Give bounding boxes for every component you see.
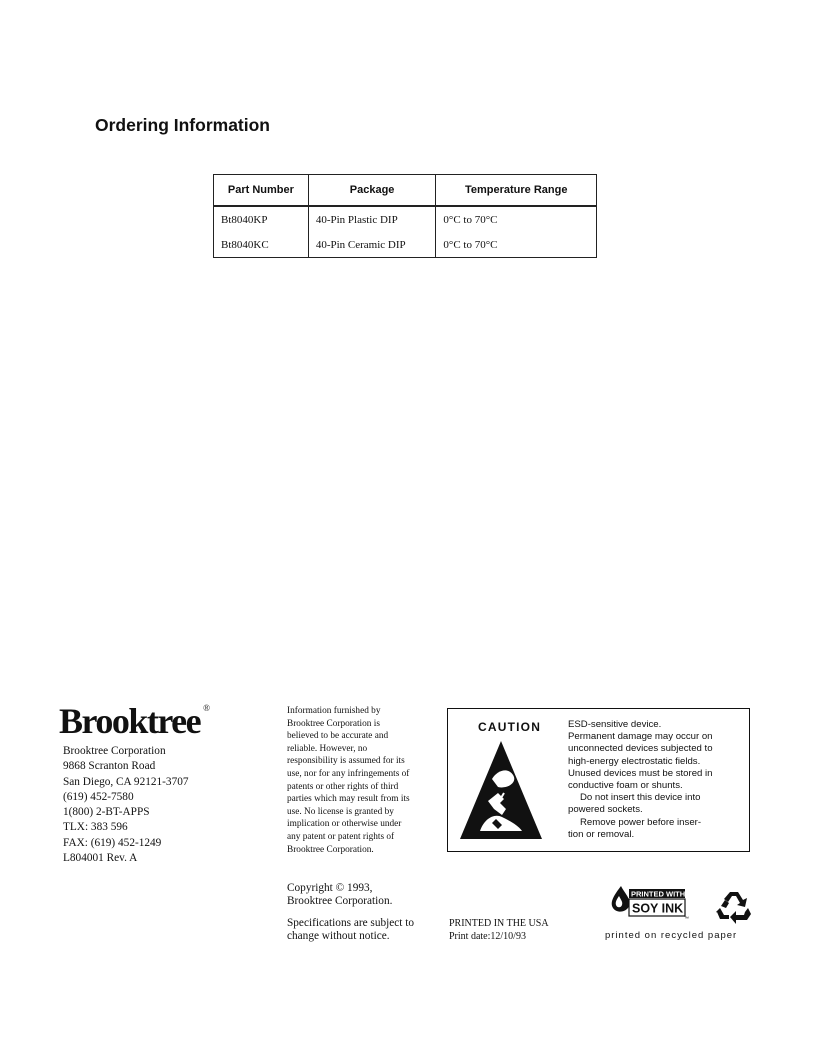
caution-line: conductive foam or shunts. bbox=[568, 780, 683, 792]
copyright-line: Copyright © 1993, bbox=[287, 882, 373, 894]
column-header: Package bbox=[308, 175, 436, 207]
soy-tm: ™ bbox=[684, 916, 689, 922]
table-cell: 40-Pin Ceramic DIP bbox=[308, 232, 436, 258]
specs-line: Specifications are subject to bbox=[287, 917, 415, 929]
company-address bbox=[63, 744, 189, 866]
table-row bbox=[214, 232, 597, 258]
address-line: 9868 Scranton Road bbox=[63, 760, 156, 773]
address-line: Brooktree Corporation bbox=[63, 745, 166, 757]
specifications-notice bbox=[287, 917, 414, 943]
caution-line: Permanent damage may occur on bbox=[568, 731, 713, 743]
disclaimer-line: reliable. However, no bbox=[287, 743, 368, 754]
esd-caution-box bbox=[447, 708, 750, 852]
soy-top-text: PRINTED WITH bbox=[631, 889, 686, 899]
address-line: TLX: 383 596 bbox=[63, 821, 128, 834]
disclaimer-line: use, nor for any infringements of bbox=[287, 768, 410, 779]
registered-mark: ® bbox=[203, 703, 210, 713]
table-row bbox=[214, 206, 597, 232]
copyright-notice bbox=[287, 882, 392, 908]
table-header-row bbox=[214, 175, 597, 207]
disclaimer-line: Information furnished by bbox=[287, 706, 381, 716]
print-info bbox=[449, 917, 549, 943]
address-line: FAX: (619) 452-1249 bbox=[63, 836, 162, 849]
caution-line: Unused devices must be stored in bbox=[568, 767, 713, 779]
address-line: 1(800) 2-BT-APPS bbox=[63, 806, 150, 819]
disclaimer-line: patents or other rights of third bbox=[287, 781, 399, 792]
logo-wordmark: Brooktree bbox=[59, 701, 201, 741]
caution-line: tion or removal. bbox=[568, 828, 635, 840]
disclaimer-line: implication or otherwise under bbox=[287, 819, 402, 830]
disclaimer-line: believed to be accurate and bbox=[287, 731, 389, 742]
print-date: Print date:12/10/93 bbox=[449, 931, 526, 942]
table-cell: 0°C to 70°C bbox=[436, 232, 597, 258]
legal-disclaimer bbox=[287, 705, 437, 856]
soy-brand-text: SOY INK bbox=[632, 901, 684, 916]
specs-line: change without notice. bbox=[287, 930, 390, 942]
disclaimer-line: any patent or patent rights of bbox=[287, 831, 395, 842]
disclaimer-line: use. No license is granted by bbox=[287, 806, 394, 817]
disclaimer-line: Brooktree Corporation. bbox=[287, 844, 374, 855]
caution-line: Do not insert this device into bbox=[580, 792, 701, 804]
address-line: San Diego, CA 92121-3707 bbox=[63, 775, 189, 788]
address-line: (619) 452-7580 bbox=[63, 790, 134, 803]
caution-line: Remove power before inser- bbox=[580, 816, 702, 828]
copyright-line: Brooktree Corporation. bbox=[287, 895, 393, 907]
recycle-icon bbox=[716, 888, 752, 924]
column-header: Temperature Range bbox=[436, 175, 597, 207]
caution-line: ESD-sensitive device. bbox=[568, 719, 662, 730]
caution-text bbox=[568, 719, 713, 841]
printed-country: PRINTED IN THE USA bbox=[449, 918, 549, 929]
caution-line: high-energy electrostatic fields. bbox=[568, 755, 701, 767]
table-cell: Bt8040KC bbox=[214, 232, 309, 258]
disclaimer-line: parties which may result from its bbox=[287, 794, 410, 805]
caution-title: CAUTION bbox=[478, 720, 542, 734]
disclaimer-line: Brooktree Corporation is bbox=[287, 718, 380, 729]
recycled-paper-text: printed on recycled paper bbox=[605, 930, 738, 941]
brooktree-logo bbox=[59, 700, 210, 742]
caution-line: unconnected devices subjected to bbox=[568, 743, 713, 755]
disclaimer-line: responsibility is assumed for its bbox=[287, 756, 405, 767]
soy-ink-logo bbox=[607, 884, 689, 922]
table-cell: 0°C to 70°C bbox=[436, 206, 597, 232]
esd-warning-icon bbox=[458, 739, 544, 841]
table-cell: 40-Pin Plastic DIP bbox=[308, 206, 436, 232]
ordering-table bbox=[213, 174, 597, 258]
column-header: Part Number bbox=[214, 175, 309, 207]
address-line: L804001 Rev. A bbox=[63, 852, 138, 865]
caution-line: powered sockets. bbox=[568, 804, 643, 816]
table-cell: Bt8040KP bbox=[214, 206, 309, 232]
page-title: Ordering Information bbox=[95, 115, 270, 135]
